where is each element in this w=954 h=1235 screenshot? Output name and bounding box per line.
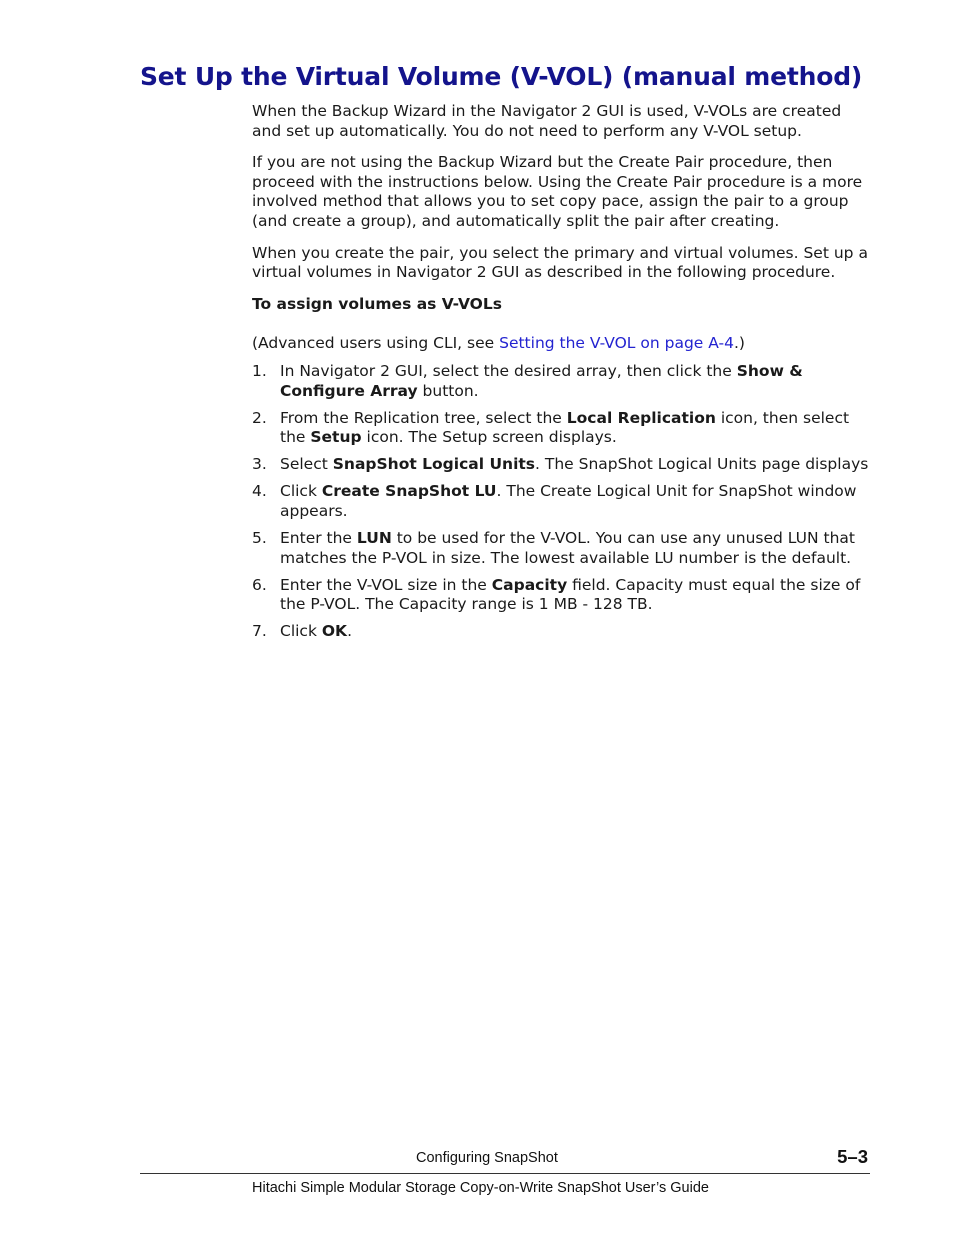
procedure-subheading: To assign volumes as V-VOLs (252, 294, 502, 313)
step-4 (252, 482, 874, 521)
section-heading: Set Up the Virtual Volume (V-VOL) (manual method) (140, 62, 863, 91)
step-3 (252, 455, 874, 475)
step-number: 5. (252, 529, 267, 548)
step-ui-term: Local Replication (566, 408, 716, 427)
step-text: Click (280, 622, 322, 641)
step-text: Enter the V-VOL size in the (280, 575, 492, 594)
step-number: 4. (252, 482, 267, 501)
step-ui-term: SnapShot Logical Units (332, 455, 536, 474)
procedure-steps (252, 362, 874, 642)
step-7 (252, 622, 874, 642)
step-number: 1. (252, 361, 267, 380)
step-number: 7. (252, 622, 267, 641)
setup-paragraph: When you create the pair, you select the primary and virtual volumes. Set up a virtual volumes in Navigator 2 GUI as described in the following procedure. (252, 243, 868, 282)
step-text: From the Replication tree, select the (280, 408, 567, 427)
step-text: Click (280, 482, 322, 501)
step-number: 3. (252, 455, 267, 474)
footer-chapter-title: Configuring SnapShot (416, 1150, 558, 1166)
step-text: icon, then select the (280, 408, 850, 447)
step-text: . The SnapShot Logical Units page displays (535, 455, 869, 474)
step-1 (252, 362, 874, 401)
step-ui-term: OK (321, 622, 348, 641)
step-5 (252, 529, 874, 568)
cli-note-prefix: (Advanced users using CLI, see (252, 334, 500, 353)
step-text: field. Capacity must equal the size of the P-VOL. The Capacity range is 1 MB - 128 TB. (280, 575, 861, 614)
step-text: Enter the (280, 529, 357, 548)
step-ui-term: Create SnapShot LU (321, 482, 497, 501)
intro-paragraph: When the Backup Wizard in the Navigator 2 GUI is used, V-VOLs are created and set up automatically. You do not need to perform any V-VOL setup. (252, 102, 842, 140)
cli-note (252, 334, 874, 354)
step-ui-term: LUN (356, 529, 392, 548)
step-ui-term: Capacity (491, 575, 568, 594)
step-text: Select (280, 455, 333, 474)
step-number: 2. (252, 408, 267, 427)
step-text: to be used for the V-VOL. You can use any unused LUN that matches the P-VOL in size. The lowest available LU number is the default. (280, 529, 855, 567)
cli-note-suffix: .) (733, 334, 745, 353)
section-body (252, 102, 874, 650)
step-text: In Navigator 2 GUI, select the desired array, then click the (280, 361, 737, 380)
step-6 (252, 576, 874, 615)
step-text: icon. The Setup screen displays. (361, 428, 617, 447)
step-ui-term: Setup (310, 428, 362, 447)
step-text: . (347, 622, 352, 641)
footer-guide-title: Hitachi Simple Modular Storage Copy-on-Write SnapShot User’s Guide (252, 1180, 709, 1196)
step-2 (252, 409, 874, 448)
create-pair-paragraph: If you are not using the Backup Wizard but the Create Pair procedure, then proceed with the instructions below. Using the Create Pair procedure is a more involved method that allows you to set copy pace, assign the pair to a group (and create a group), and automatically split the pair after creating. (252, 153, 863, 230)
step-number: 6. (252, 575, 267, 594)
step-ui-term: Show & Configure Array (280, 361, 803, 400)
step-text: . The Create Logical Unit for SnapShot window appears. (280, 482, 857, 520)
step-text: button. (417, 381, 479, 400)
footer-divider (140, 1173, 870, 1174)
cli-reference-link[interactable]: Setting the V-VOL on page A-4 (499, 334, 734, 353)
page-number: 5–3 (837, 1146, 868, 1167)
